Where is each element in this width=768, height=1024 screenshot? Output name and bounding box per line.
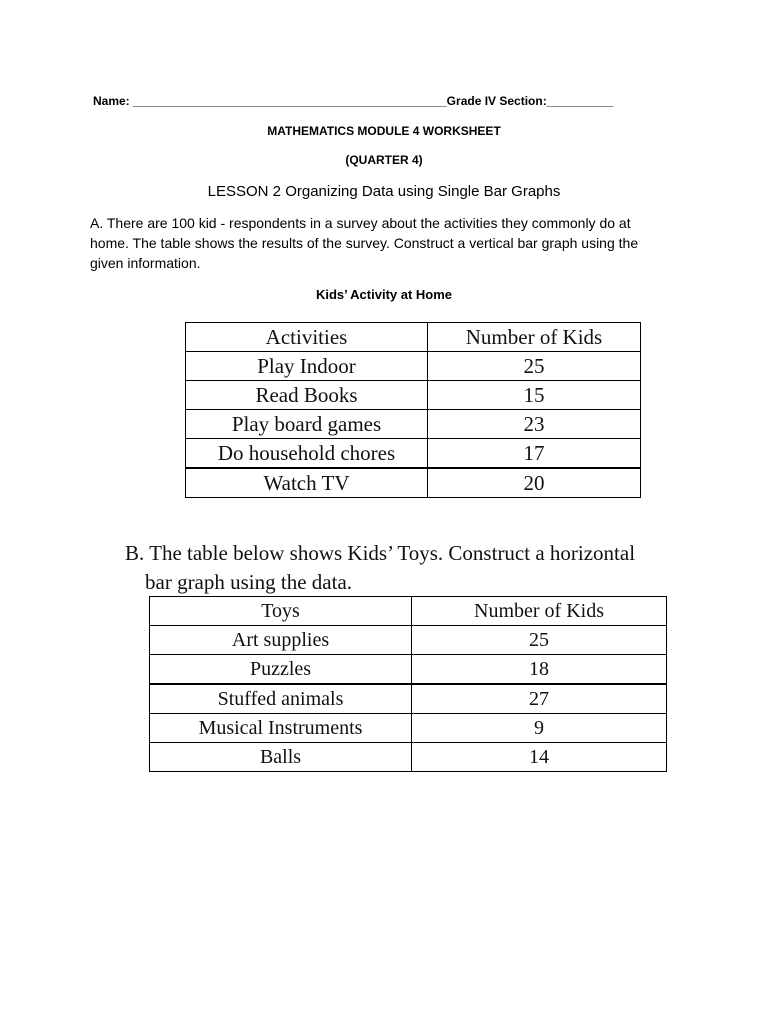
table-row [186,410,641,439]
count-cell: 23 [428,410,641,439]
part-b-instruction [125,539,685,597]
count-cell: 15 [428,381,641,410]
lesson-title: LESSON 2 Organizing Data using Single Bar Graphs [207,183,561,200]
count-cell: 25 [428,352,641,381]
kids-toys-table [149,596,667,772]
part-b-instruction-line-2: bar graph using the data. [145,570,353,594]
table-row [186,468,641,498]
name-grade-section-line: Name: _______________________________________________Grade IV Section:__________ [93,94,614,108]
table-row [186,381,641,410]
table-a-title: Kids’ Activity at Home [315,287,453,302]
toy-cell: Balls [150,743,412,772]
activity-cell: Play board games [186,410,428,439]
count-cell: 14 [412,743,667,772]
count-cell: 20 [428,468,641,498]
table-header-row [186,323,641,352]
toy-cell: Stuffed animals [150,684,412,714]
toy-cell: Puzzles [150,655,412,685]
table-row [150,743,667,772]
activity-cell: Read Books [186,381,428,410]
activity-cell: Watch TV [186,468,428,498]
activity-cell: Play Indoor [186,352,428,381]
part-a-instruction: A. There are 100 kid - respondents in a survey about the activities they commonly do at home. The table shows the results of the survey. Construct a vertical bar graph using the given information. [90,215,639,271]
count-cell: 17 [428,439,641,469]
table-header-row [150,597,667,626]
table-row [150,626,667,655]
quarter-label: (QUARTER 4) [345,153,423,167]
count-cell: 25 [412,626,667,655]
toy-cell: Musical Instruments [150,714,412,743]
count-cell: 9 [412,714,667,743]
column-header-activities: Activities [186,323,428,352]
table-row [186,439,641,469]
column-header-toys: Toys [150,597,412,626]
table-row [150,684,667,714]
column-header-number-of-kids: Number of Kids [412,597,667,626]
activity-cell: Do household chores [186,439,428,469]
table-row [150,714,667,743]
column-header-number-of-kids: Number of Kids [428,323,641,352]
count-cell: 27 [412,684,667,714]
count-cell: 18 [412,655,667,685]
kids-activity-table [185,322,641,498]
table-row [186,352,641,381]
toy-cell: Art supplies [150,626,412,655]
module-title: MATHEMATICS MODULE 4 WORKSHEET [267,124,501,138]
part-b-instruction-line-1: B. The table below shows Kids’ Toys. Construct a horizontal [125,541,636,565]
table-row [150,655,667,685]
